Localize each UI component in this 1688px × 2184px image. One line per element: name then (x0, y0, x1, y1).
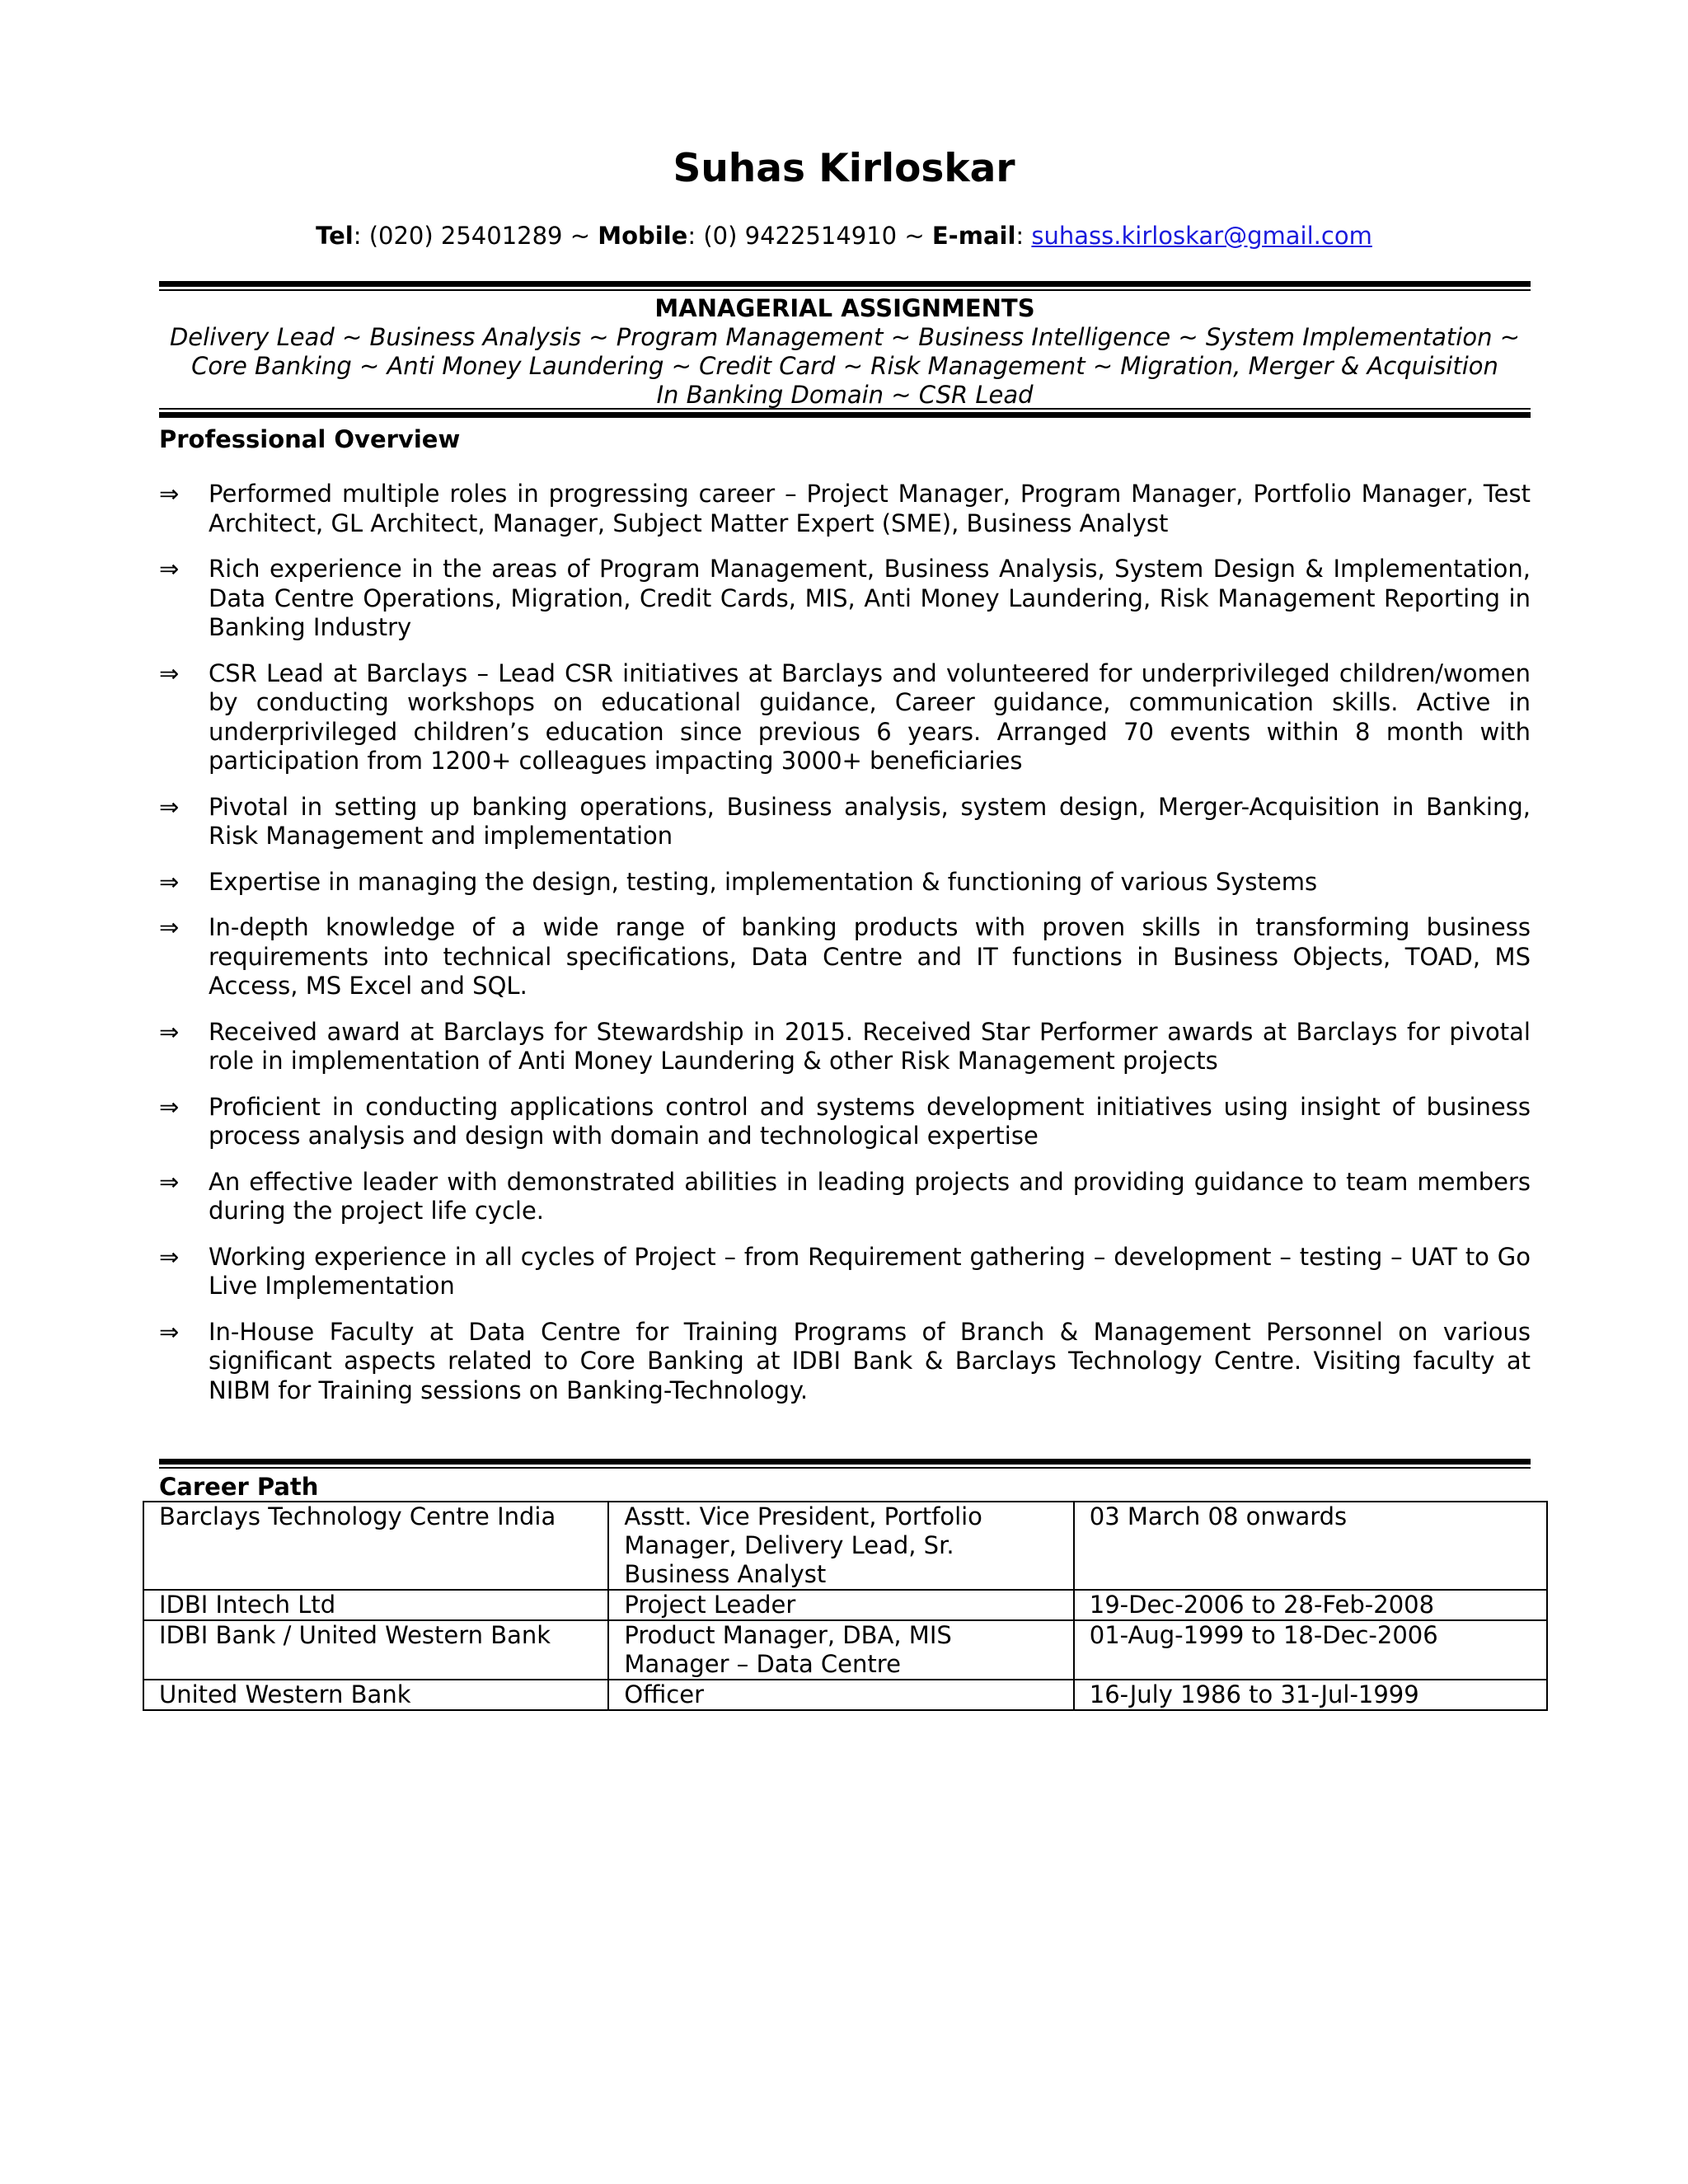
contact-line (0, 219, 1688, 252)
mobile-value: : (0) 9422514910 ~ (687, 222, 932, 250)
table-row (143, 1680, 1547, 1710)
arrow-bullet-icon: ⇒ (159, 792, 180, 821)
designation-cell: Project Leader (608, 1590, 1073, 1620)
assignments-line: Core Banking ~ Anti Money Laundering ~ Credit Card ~ Risk Management ~ Migration, Merger & Acquisition (191, 352, 1498, 380)
overview-item: ⇒ Working experience in all cycles of Project – from Requirement gathering – development – testing – UAT to Go Live Implementation (159, 1242, 1531, 1300)
designation-cell: Officer (608, 1680, 1073, 1710)
arrow-bullet-icon: ⇒ (159, 480, 180, 508)
professional-overview-heading: Professional Overview (159, 425, 461, 453)
period-cell: 01-Aug-1999 to 18-Dec-2006 (1074, 1620, 1547, 1680)
arrow-bullet-icon: ⇒ (159, 1167, 180, 1196)
overview-item: ⇒ An effective leader with demonstrated abilities in leading projects and providing guidance to team members during the project life cycle. (159, 1167, 1531, 1225)
overview-item: ⇒ Received award at Barclays for Stewardship in 2015. Received Star Performer awards at Barclays for pivotal role in implementation of Anti Money Laundering & other Risk Management projects (159, 1017, 1531, 1075)
table-row (143, 1590, 1547, 1620)
employer-cell: United Western Bank (143, 1680, 608, 1710)
period-cell: 19-Dec-2006 to 28-Feb-2008 (1074, 1590, 1547, 1620)
arrow-bullet-icon: ⇒ (159, 1317, 180, 1346)
employer-cell: IDBI Intech Ltd (143, 1590, 608, 1620)
arrow-bullet-icon: ⇒ (159, 867, 180, 896)
table-row (143, 1502, 1547, 1590)
designation-cell: Asstt. Vice President, Portfolio Manager, Delivery Lead, Sr. Business Analyst (608, 1502, 1073, 1590)
email-link[interactable]: suhass.kirloskar@gmail.com (1031, 222, 1372, 250)
arrow-bullet-icon: ⇒ (159, 555, 180, 583)
email-separator: : (1015, 222, 1032, 250)
overview-item: ⇒ Performed multiple roles in progressing career – Project Manager, Program Manager, Portfolio Manager, Test Architect, GL Architect, Manager, Subject Matter Expert (SME), Business Analyst (159, 480, 1531, 537)
tel-label: Tel (316, 222, 354, 250)
tel-value: : (020) 25401289 ~ (353, 222, 598, 250)
overview-item: ⇒ Pivotal in setting up banking operations, Business analysis, system design, Merger-Acquisition in Banking, Risk Management and implementation (159, 792, 1531, 850)
career-path-heading: Career Path (159, 1473, 319, 1501)
overview-item: ⇒ In-depth knowledge of a wide range of banking products with proven skills in transforming business requirements into technical specifications, Data Centre and IT functions in Business Objects, TOAD, MS Access, MS Excel and SQL. (159, 913, 1531, 1000)
candidate-name: Suhas Kirloskar (673, 146, 1015, 191)
double-rule-career (159, 1459, 1531, 1469)
overview-list (159, 480, 1531, 1422)
arrow-bullet-icon: ⇒ (159, 1017, 180, 1046)
assignments-title: MANAGERIAL ASSIGNMENTS (654, 294, 1035, 322)
table-row (143, 1620, 1547, 1680)
assignments-line: In Banking Domain ~ CSR Lead (656, 381, 1034, 409)
managerial-assignments (159, 294, 1531, 410)
employer-cell: IDBI Bank / United Western Bank (143, 1620, 608, 1680)
arrow-bullet-icon: ⇒ (159, 1092, 180, 1121)
career-path-table (143, 1501, 1548, 1711)
overview-item: ⇒ Rich experience in the areas of Program Management, Business Analysis, System Design & Implementation, Data Centre Operations, Migration, Credit Cards, MIS, Anti Money Laundering, Risk Management Reporting in Banking Industry (159, 555, 1531, 641)
arrow-bullet-icon: ⇒ (159, 913, 180, 941)
overview-item: ⇒ CSR Lead at Barclays – Lead CSR initiatives at Barclays and volunteered for underprivileged children/women by conducting workshops on educational guidance, Career guidance, communication skills. Active in underprivileged children’s education since previous 6 years. Arranged 70 events within 8 month with participation from 1200+ colleagues impacting 3000+ beneficiaries (159, 658, 1531, 775)
period-cell: 16-July 1986 to 31-Jul-1999 (1074, 1680, 1547, 1710)
period-cell: 03 March 08 onwards (1074, 1502, 1547, 1590)
mobile-label: Mobile (598, 222, 688, 250)
email-label: E-mail (931, 222, 1016, 250)
assignments-line: Delivery Lead ~ Business Analysis ~ Program Management ~ Business Intelligence ~ System Implementation ~ (169, 323, 1521, 351)
overview-item: ⇒ Proficient in conducting applications control and systems development initiatives using insight of business process analysis and design with domain and technological expertise (159, 1092, 1531, 1150)
overview-item: ⇒ Expertise in managing the design, testing, implementation & functioning of various Systems (159, 867, 1318, 896)
arrow-bullet-icon: ⇒ (159, 1242, 180, 1271)
overview-item: ⇒ In-House Faculty at Data Centre for Training Programs of Branch & Management Personnel on various significant aspects related to Core Banking at IDBI Bank & Barclays Technology Centre. Visiting faculty at NIBM for Training sessions on Banking-Technology. (159, 1317, 1531, 1404)
double-rule-bottom (159, 408, 1531, 418)
employer-cell: Barclays Technology Centre India (143, 1502, 608, 1590)
double-rule-top (159, 281, 1531, 291)
designation-cell: Product Manager, DBA, MIS Manager – Data Centre (608, 1620, 1073, 1680)
arrow-bullet-icon: ⇒ (159, 658, 180, 687)
